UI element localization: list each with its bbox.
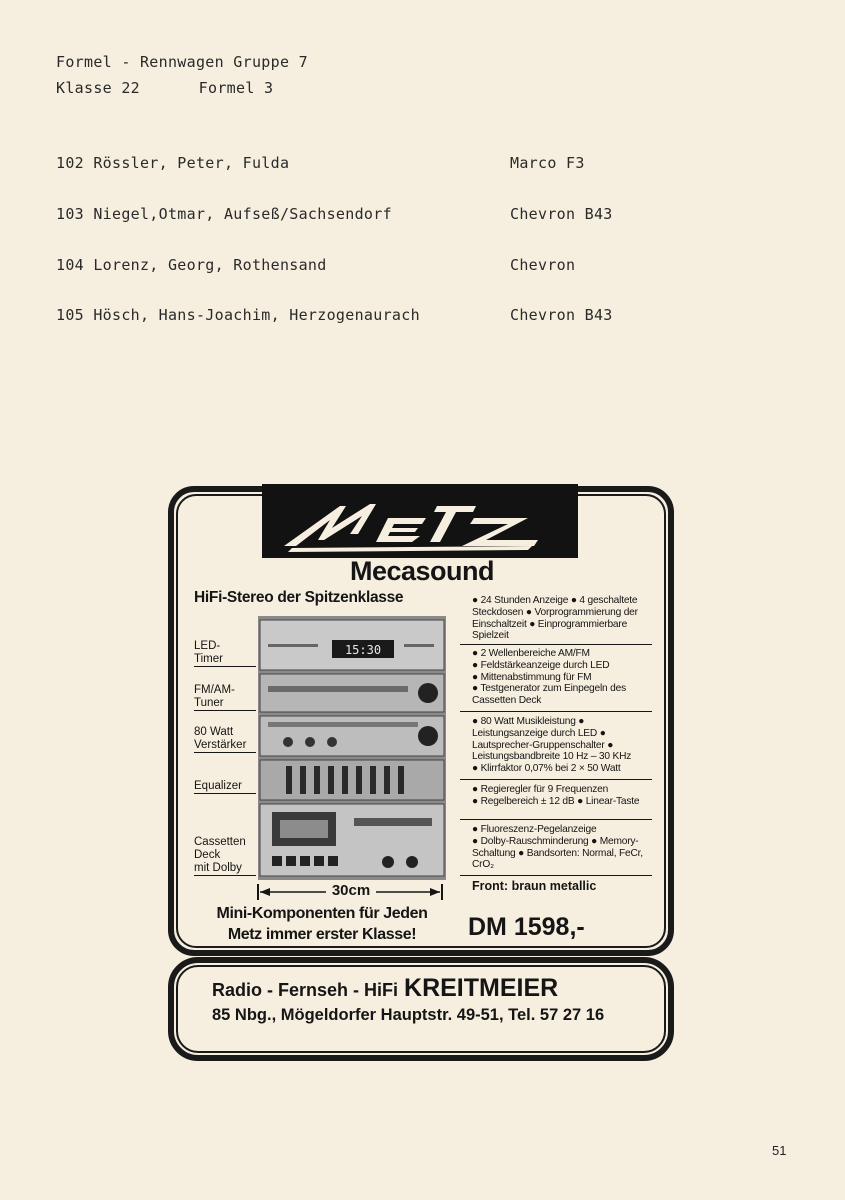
dealer-line-1: [212, 974, 558, 1003]
component-label-timer: LED- Timer: [194, 640, 256, 667]
entry-driver: 104 Lorenz, Georg, Rothensand: [56, 256, 327, 274]
entry-car: Chevron: [510, 256, 576, 274]
feature-divider: [460, 644, 652, 645]
feature-divider: [460, 819, 652, 820]
feature-divider: [460, 875, 652, 876]
metz-logo-graphic: [262, 469, 578, 558]
front-finish: Front: braun metallic: [472, 879, 597, 893]
dealer-category: Radio - Fernseh - HiFi: [212, 980, 399, 1000]
entry-driver: 103 Niegel,Otmar, Aufseß/Sachsendorf: [56, 205, 392, 223]
component-label-cassette: Cassetten Deck mit Dolby: [194, 836, 256, 876]
feature-divider: [460, 779, 652, 780]
feature-divider: [460, 711, 652, 712]
feature-block-tuner: ● 2 Wellenbereiche AM/FM ● Feldstärkeanzeige durch LED ● Mittenabstimmung für FM ● Testgenerator zum Einpegeln des Cassetten Deck: [472, 648, 626, 707]
slogan-line-2: Metz immer erster Klasse!: [227, 926, 417, 943]
entry-car: Chevron B43: [510, 306, 613, 324]
timer-display: 15:30: [344, 643, 382, 657]
class-label: Klasse 22: [56, 79, 140, 97]
feature-block-equalizer: ● Regieregler für 9 Frequenzen ● Regelbereich ± 12 dB ● Linear-Taste: [472, 784, 640, 807]
formula-label: Formel 3: [198, 79, 274, 97]
metz-logo: [262, 469, 578, 558]
product-tagline: HiFi-Stereo der Spitzenklasse: [194, 589, 404, 606]
entry-car: Chevron B43: [510, 205, 613, 223]
entry-car: Marco F3: [510, 154, 585, 172]
entry-driver: 102 Rössler, Peter, Fulda: [56, 154, 290, 172]
svg-text:Metz: Metz: [262, 469, 301, 488]
feature-block-cassette: ● Fluoreszenz-Pegelanzeige ● Dolby-Rauschminderung ● Memory-Schaltung ● Bandsorten: Normal, FeCr, CrO₂: [472, 824, 643, 871]
entry-row: [56, 205, 756, 225]
component-label-equalizer: Equalizer: [194, 780, 256, 794]
feature-block-timer: ● 24 Stunden Anzeige ● 4 geschaltete Steckdosen ● Vorprogrammierung der Einschaltzeit ● Einprogrammierbare Spielzeit: [472, 595, 638, 642]
entry-row: [56, 154, 756, 174]
slogan-line-1: Mini-Komponenten für Jeden: [216, 905, 428, 922]
stereo-stack-image: [258, 616, 446, 880]
entry-row: [56, 256, 756, 276]
feature-block-amplifier: ● 80 Watt Musikleistung ● Leistungsanzeige durch LED ● Lautsprecher-Gruppenschalter ● Leistungsbandbreite 10 Hz – 30 KHz ● Klirrfaktor 0,07% bei 2 × 50 Watt: [472, 716, 632, 775]
section-title: Formel - Rennwagen Gruppe 7: [56, 53, 308, 71]
class-line: [56, 79, 273, 97]
price: DM 1598,-: [468, 913, 585, 941]
entry-row: [56, 306, 756, 326]
product-name: Mecasound: [349, 556, 495, 586]
component-label-amplifier: 80 Watt Verstärker: [194, 726, 256, 753]
dealer-name: KREITMEIER: [404, 974, 559, 1002]
entry-driver: 105 Hösch, Hans-Joachim, Herzogenaurach: [56, 306, 420, 324]
page-number: 51: [772, 1143, 787, 1158]
component-label-tuner: FM/AM- Tuner: [194, 684, 256, 711]
width-label: 30cm: [326, 882, 376, 899]
dealer-address: 85 Nbg., Mögeldorfer Hauptstr. 49-51, Tel. 57 27 16: [212, 1006, 605, 1024]
